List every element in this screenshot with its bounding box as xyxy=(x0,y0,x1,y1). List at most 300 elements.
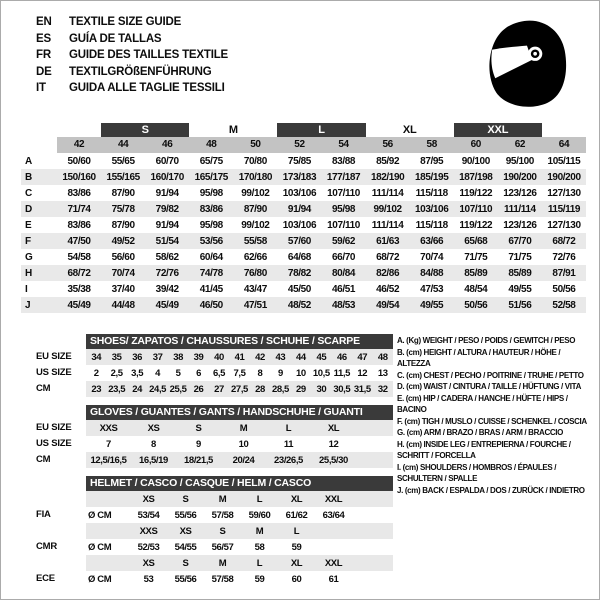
helmet-table xyxy=(21,475,393,587)
measure-value: 111/114 xyxy=(371,219,404,231)
size-value: 30 xyxy=(316,383,327,395)
measure-value: 49/55 xyxy=(508,283,532,295)
row-label-eu-size: EU SIZE xyxy=(36,422,72,433)
size-value: 23,5 xyxy=(108,383,126,395)
language-row-es xyxy=(36,31,228,48)
measure-value: 87/91 xyxy=(552,267,576,279)
measure-value: 47/50 xyxy=(67,235,91,247)
helmet-sizes xyxy=(86,491,393,507)
size-value: 9 xyxy=(196,438,201,450)
measure-value: 115/118 xyxy=(415,187,448,199)
measure-value: 50/56 xyxy=(464,299,488,311)
measure-value: 177/187 xyxy=(326,171,361,183)
size-value: 25,5 xyxy=(169,383,187,395)
size-value: 3,5 xyxy=(131,367,144,379)
size-value: 39 xyxy=(193,351,204,363)
measure-value: 75/78 xyxy=(111,203,135,215)
shoes-table-values xyxy=(86,381,393,397)
size-group-s: S xyxy=(101,123,189,137)
measure-value: 50/56 xyxy=(552,283,576,295)
size-column-62: 62 xyxy=(498,137,542,153)
measure-value: 50/60 xyxy=(67,155,91,167)
helmet-size-value: 59 xyxy=(254,573,265,585)
row-label-eu-size: EU SIZE xyxy=(36,351,72,362)
measure-value: 165/175 xyxy=(194,171,228,183)
measure-value: 170/180 xyxy=(238,171,273,183)
language-title: GUIDE DES TAILLES TEXTILE xyxy=(69,49,228,62)
size-number-row xyxy=(21,137,586,153)
measure-value: 119/122 xyxy=(459,187,493,199)
measure-row-label: J xyxy=(25,299,31,311)
measure-value: 95/98 xyxy=(199,219,223,231)
size-value: 26 xyxy=(193,383,204,395)
size-value: 30,5 xyxy=(333,383,351,395)
helmet-size-value: 59 xyxy=(291,541,302,553)
measure-value: 68/72 xyxy=(376,251,400,263)
helmet-size-value: 58 xyxy=(254,541,265,553)
row-label-us-size: US SIZE xyxy=(36,438,72,449)
size-value: XXS xyxy=(99,422,118,434)
size-value: 8 xyxy=(257,367,263,379)
legend-item-g: G. (cm) ARM / BRAZO / BRAS / ARM / BRACCIO xyxy=(397,428,564,437)
measure-value: 83/86 xyxy=(67,219,91,231)
size-column-58: 58 xyxy=(410,137,454,153)
measure-value: 123/126 xyxy=(503,187,537,199)
size-value: M xyxy=(239,422,248,434)
helmet-values-row-cmr xyxy=(21,539,393,555)
size-value: 48 xyxy=(377,351,388,363)
measure-value: 35/38 xyxy=(67,283,91,295)
size-value: 8 xyxy=(151,438,156,450)
language-row-it xyxy=(36,80,228,97)
measure-value: 71/74 xyxy=(67,203,91,215)
measure-row-d xyxy=(21,201,586,217)
measure-value: 71/75 xyxy=(464,251,488,263)
measure-value: 49/52 xyxy=(111,235,135,247)
size-value: 13 xyxy=(377,367,388,379)
size-value: 9 xyxy=(277,367,283,379)
size-value: 34 xyxy=(91,351,102,363)
measure-value: 71/75 xyxy=(508,251,532,263)
measurement-legend xyxy=(397,335,595,496)
helmet-size-value: 53 xyxy=(143,573,154,585)
measure-value: 107/110 xyxy=(327,187,360,199)
measure-value: 80/84 xyxy=(332,267,356,279)
size-column-54: 54 xyxy=(321,137,365,153)
gloves-table-row-eu-size xyxy=(21,420,393,436)
helmet-size-label: XL xyxy=(290,493,303,505)
size-value: 38 xyxy=(173,351,183,363)
helmet-size-label: M xyxy=(218,557,227,569)
measure-value: 103/106 xyxy=(282,219,317,231)
helmet-size-label: L xyxy=(256,557,263,569)
helmet-values xyxy=(86,507,393,523)
legend-item-h: H. (cm) INSIDE LEG / ENTREPIERNA / FOURCHE / SCHRITT / FORCELLA xyxy=(397,439,571,460)
measure-value: 173/183 xyxy=(282,171,317,183)
measure-value: 51/54 xyxy=(155,235,179,247)
helmet-size-label: S xyxy=(182,493,189,505)
helmet-size-value: 60 xyxy=(291,573,302,585)
helmet-size-label: M xyxy=(255,525,264,537)
language-title: GUÍA DE TALLAS xyxy=(69,32,162,45)
helmet-size-label: XXS xyxy=(139,525,158,537)
helmet-size-value: 55/56 xyxy=(174,573,197,585)
measure-value: 58/62 xyxy=(155,251,179,263)
language-code: EN xyxy=(36,16,52,29)
legend-item-e: E. (cm) HIP / CADERA / HANCHE / HÜFTE / HIPS / BACINO xyxy=(397,393,568,414)
measure-row-c xyxy=(21,185,586,201)
measure-row-label: C xyxy=(25,187,33,199)
measure-value: 70/80 xyxy=(243,155,267,167)
measure-value: 70/74 xyxy=(420,251,444,263)
measure-row-label: F xyxy=(25,235,31,247)
measure-value: 99/102 xyxy=(373,203,402,215)
size-column-46: 46 xyxy=(145,137,189,153)
legend-item-a: A. (Kg) WEIGHT / PESO / POIDS / GEWITCH / PESO xyxy=(397,336,576,345)
helmet-sizes-row-cmr xyxy=(21,523,393,539)
size-value: 46 xyxy=(336,351,347,363)
size-value: XS xyxy=(147,422,160,434)
measure-row-f xyxy=(21,233,586,249)
size-column-42: 42 xyxy=(57,137,101,153)
measure-row-label: D xyxy=(25,203,33,215)
size-column-60: 60 xyxy=(454,137,498,153)
main-size-table xyxy=(21,122,586,313)
measure-value: 82/86 xyxy=(376,267,400,279)
measure-value: 95/98 xyxy=(332,203,356,215)
helmet-size-label: XXL xyxy=(324,493,343,505)
size-value: 28 xyxy=(255,383,265,395)
size-column-56: 56 xyxy=(366,137,410,153)
helmet-values xyxy=(86,539,393,555)
size-value: 31,5 xyxy=(353,383,371,395)
helmet-table-title: HELMET / CASCO / CASQUE / HELM / CASCO xyxy=(86,476,393,491)
shoes-table-header-row xyxy=(21,333,393,349)
helmet-size-value: 56/57 xyxy=(211,541,234,553)
size-value: 35 xyxy=(111,351,122,363)
measure-value: 83/88 xyxy=(332,155,356,167)
helmet-size-label: L xyxy=(293,525,300,537)
measure-value: 78/82 xyxy=(287,267,311,279)
measure-value: 60/70 xyxy=(155,155,179,167)
measure-value: 66/70 xyxy=(332,251,356,263)
racing-helmet-icon xyxy=(488,19,570,111)
helmet-sizes xyxy=(86,523,393,539)
measure-value: 45/49 xyxy=(155,299,179,311)
helmet-values xyxy=(86,571,393,587)
size-value: 10 xyxy=(238,438,249,450)
helmet-size-label: L xyxy=(256,493,263,505)
measure-row-label: H xyxy=(25,267,33,279)
size-value: 18/21,5 xyxy=(184,454,213,466)
legend-item-b: B. (cm) HEIGHT / ALTURA / HAUTEUR / HÖHE / ALTEZZA xyxy=(397,347,561,368)
size-value: 44 xyxy=(296,351,306,363)
standard-label-fia: FIA xyxy=(36,509,51,520)
size-value: 40 xyxy=(214,351,224,363)
measure-value: 87/90 xyxy=(243,203,267,215)
measure-value: 90/100 xyxy=(461,155,490,167)
language-title: GUIDA ALLE TAGLIE TESSILI xyxy=(69,82,225,95)
measure-value: 72/76 xyxy=(155,267,179,279)
measure-value: 60/64 xyxy=(199,251,223,263)
measure-value: 103/106 xyxy=(282,187,317,199)
measure-value: 85/89 xyxy=(464,267,488,279)
size-group-spacer xyxy=(542,123,586,137)
size-column-44: 44 xyxy=(101,137,145,153)
legend-item-j: J. (cm) BACK / ESPALDA / DOS / ZURÜCK / INDIETRO xyxy=(397,485,585,495)
measure-value: 84/88 xyxy=(420,267,444,279)
size-group-l: L xyxy=(277,123,365,137)
helmet-size-value: 55/56 xyxy=(174,509,197,521)
measure-value: 87/90 xyxy=(111,187,135,199)
measure-value: 48/53 xyxy=(332,299,356,311)
measure-value: 99/102 xyxy=(241,219,270,231)
size-value: 6,5 xyxy=(213,367,226,379)
measure-value: 68/72 xyxy=(552,235,576,247)
measure-value: 47/53 xyxy=(420,283,444,295)
language-code: DE xyxy=(36,65,52,78)
helmet-size-value: 53/54 xyxy=(137,509,160,521)
gloves-table-values xyxy=(86,452,393,468)
size-column-52: 52 xyxy=(277,137,321,153)
measure-value: 46/51 xyxy=(332,283,356,295)
gloves-table-row-us-size xyxy=(21,436,393,452)
measure-value: 95/98 xyxy=(199,187,223,199)
measure-value: 48/54 xyxy=(464,283,488,295)
size-value: 2 xyxy=(93,367,99,379)
measure-value: 37/40 xyxy=(111,283,135,295)
size-value: 23/26,5 xyxy=(274,454,303,466)
size-value: 42 xyxy=(255,351,265,363)
helmet-sizes xyxy=(86,555,393,571)
size-value: XL xyxy=(327,422,340,434)
measure-value: 39/42 xyxy=(155,283,179,295)
shoes-table-row-us-size xyxy=(21,365,393,381)
size-value: 7 xyxy=(106,438,111,450)
size-value: 41 xyxy=(234,351,245,363)
legend-item-i: I. (cm) SHOULDERS / HOMBROS / ÉPAULES / SCHULTERN / SPALLE xyxy=(397,462,557,483)
language-title: TEXTILGRÖßENFÜHRUNG xyxy=(69,65,212,78)
helmet-size-label: XS xyxy=(142,493,155,505)
measure-value: 63/66 xyxy=(420,235,444,247)
helmet-size-value: 63/64 xyxy=(322,509,345,521)
gloves-table xyxy=(21,404,393,468)
language-title-list xyxy=(36,14,228,97)
size-value: 43 xyxy=(275,351,286,363)
measure-value: 155/165 xyxy=(106,171,140,183)
shoes-table xyxy=(21,333,393,397)
language-code: ES xyxy=(36,32,51,45)
helmet-values-row-fia xyxy=(21,507,393,523)
gloves-table-values xyxy=(86,420,393,436)
measure-value: 107/110 xyxy=(327,219,360,231)
gloves-table-values xyxy=(86,436,393,452)
size-group-spacer xyxy=(57,123,101,137)
legend-item-f: F. (cm) TIGH / MUSLO / CUISSE / SCHENKEL / COSCIA xyxy=(397,416,587,426)
measure-value: 57/60 xyxy=(287,235,311,247)
helmet-sizes-row-fia xyxy=(21,491,393,507)
shoes-table-values xyxy=(86,365,393,381)
size-value: 27 xyxy=(214,383,224,395)
legend-item-d: D. (cm) WAIST / CINTURA / TAILLE / HÜFTUNG / VITA xyxy=(397,382,582,391)
measure-row-h xyxy=(21,265,586,281)
helmet-size-value: 59/60 xyxy=(248,509,271,521)
size-value: 25,5/30 xyxy=(319,454,348,466)
size-value: 24 xyxy=(132,383,143,395)
helmet-size-value: 54/55 xyxy=(174,541,197,553)
measure-value: 83/86 xyxy=(67,187,91,199)
measure-row-label: E xyxy=(25,219,32,231)
size-value: 4 xyxy=(155,367,161,379)
size-value: 16,5/19 xyxy=(139,454,168,466)
measure-value: 43/47 xyxy=(243,283,267,295)
row-label-us-size: US SIZE xyxy=(36,367,72,378)
size-value: 45 xyxy=(316,351,327,363)
measure-value: 49/54 xyxy=(376,299,400,311)
size-value: 29 xyxy=(296,383,306,395)
helmet-size-label: XS xyxy=(142,557,155,569)
size-group-m: M xyxy=(228,123,238,136)
measure-value: 54/58 xyxy=(67,251,91,263)
size-value: 10,5 xyxy=(312,367,330,379)
size-group-row xyxy=(21,122,586,137)
measure-value: 41/45 xyxy=(199,283,223,295)
gloves-table-row-cm xyxy=(21,452,393,468)
size-value: 12 xyxy=(328,438,339,450)
measure-value: 65/68 xyxy=(464,235,488,247)
measure-value: 74/78 xyxy=(199,267,223,279)
measure-value: 44/48 xyxy=(111,299,135,311)
size-value: 6 xyxy=(196,367,201,379)
measure-value: 75/85 xyxy=(287,155,311,167)
measure-value: 105/115 xyxy=(547,155,581,167)
shoes-table-title: SHOES/ ZAPATOS / CHAUSSURES / SCHUHE / SCARPE xyxy=(86,334,393,349)
measure-value: 47/51 xyxy=(243,299,267,311)
measure-value: 65/75 xyxy=(199,155,223,167)
size-column-48: 48 xyxy=(189,137,233,153)
size-value: 12,5/16,5 xyxy=(90,454,127,466)
measure-value: 91/94 xyxy=(155,187,179,199)
measure-value: 187/198 xyxy=(459,171,493,183)
size-value: 24,5 xyxy=(149,383,167,395)
size-value: S xyxy=(195,422,202,434)
language-title: TEXTILE SIZE GUIDE xyxy=(69,16,182,29)
measure-value: 150/160 xyxy=(62,171,96,183)
helmet-values-row-ece xyxy=(21,571,393,587)
measure-row-e xyxy=(21,217,586,233)
row-label-cm: CM xyxy=(36,383,51,394)
standard-label-ece: ECE xyxy=(36,573,55,584)
shoes-table-values xyxy=(86,349,393,365)
measure-row-label: I xyxy=(25,283,28,295)
measure-value: 68/72 xyxy=(67,267,91,279)
measure-value: 52/58 xyxy=(552,299,576,311)
measure-value: 49/55 xyxy=(420,299,444,311)
diameter-unit-label: Ø CM xyxy=(88,573,112,585)
measure-row-a xyxy=(21,153,586,169)
diameter-unit-label: Ø CM xyxy=(88,509,112,521)
measure-value: 48/52 xyxy=(287,299,311,311)
language-code: IT xyxy=(36,82,46,95)
language-row-de xyxy=(36,64,228,81)
measure-value: 99/102 xyxy=(241,187,270,199)
measure-value: 45/50 xyxy=(287,283,311,295)
measure-value: 46/52 xyxy=(376,283,400,295)
measure-value: 83/86 xyxy=(199,203,223,215)
measure-value: 91/94 xyxy=(287,203,311,215)
language-row-fr xyxy=(36,47,228,64)
size-value: 5 xyxy=(175,367,181,379)
measure-row-b xyxy=(21,169,586,185)
shoes-table-row-eu-size xyxy=(21,349,393,365)
size-value: 32 xyxy=(377,383,388,395)
size-column-50: 50 xyxy=(233,137,277,153)
language-row-en xyxy=(36,14,228,31)
size-value: 12 xyxy=(357,367,368,379)
helmet-size-value: 52/53 xyxy=(137,541,160,553)
measure-value: 87/95 xyxy=(420,155,444,167)
gloves-table-header-row xyxy=(21,404,393,420)
helmet-table-header-row xyxy=(21,475,393,491)
measure-value: 53/56 xyxy=(199,235,223,247)
measure-value: 111/114 xyxy=(504,203,536,215)
measure-value: 45/49 xyxy=(67,299,91,311)
measure-value: 95/100 xyxy=(505,155,534,167)
size-value: 20/24 xyxy=(232,454,255,466)
measure-value: 190/200 xyxy=(503,171,537,183)
measure-value: 107/110 xyxy=(459,203,493,215)
size-value: 10 xyxy=(296,367,306,379)
measure-value: 115/119 xyxy=(547,203,581,215)
measure-row-j xyxy=(21,297,586,313)
gloves-table-title: GLOVES / GUANTES / GANTS / HANDSCHUHE / GUANTI xyxy=(86,405,393,420)
size-value: 28,5 xyxy=(271,383,289,395)
helmet-size-label: M xyxy=(218,493,227,505)
measure-value: 55/58 xyxy=(243,235,267,247)
size-value: 2,5 xyxy=(110,367,123,379)
measure-value: 70/74 xyxy=(111,267,135,279)
measure-value: 185/195 xyxy=(415,171,449,183)
size-group-xl: XL xyxy=(402,123,417,136)
size-value: 27,5 xyxy=(231,383,248,395)
measure-row-g xyxy=(21,249,586,265)
measure-value: 46/50 xyxy=(199,299,223,311)
helmet-sizes-row-ece xyxy=(21,555,393,571)
helmet-size-value: 57/58 xyxy=(211,573,234,585)
measure-value: 123/126 xyxy=(503,219,537,231)
measure-value: 64/68 xyxy=(287,251,311,263)
measure-value: 76/80 xyxy=(243,267,267,279)
measure-value: 67/70 xyxy=(508,235,532,247)
size-value: 47 xyxy=(357,351,368,363)
diameter-unit-label: Ø CM xyxy=(88,541,112,553)
measure-value: 62/66 xyxy=(243,251,267,263)
size-value: 36 xyxy=(132,351,143,363)
measure-value: 103/106 xyxy=(415,203,449,215)
size-value: 11 xyxy=(283,438,294,450)
row-label-cm: CM xyxy=(36,454,51,465)
helmet-size-label: XL xyxy=(290,557,303,569)
measure-value: 119/122 xyxy=(459,219,493,231)
measure-value: 160/170 xyxy=(150,171,184,183)
measure-value: 85/92 xyxy=(376,155,400,167)
measure-value: 61/63 xyxy=(376,235,400,247)
measure-row-label: G xyxy=(25,251,33,263)
helmet-size-label: S xyxy=(219,525,226,537)
measure-value: 127/130 xyxy=(547,187,581,199)
measure-value: 56/60 xyxy=(111,251,135,263)
size-column-64: 64 xyxy=(542,137,586,153)
